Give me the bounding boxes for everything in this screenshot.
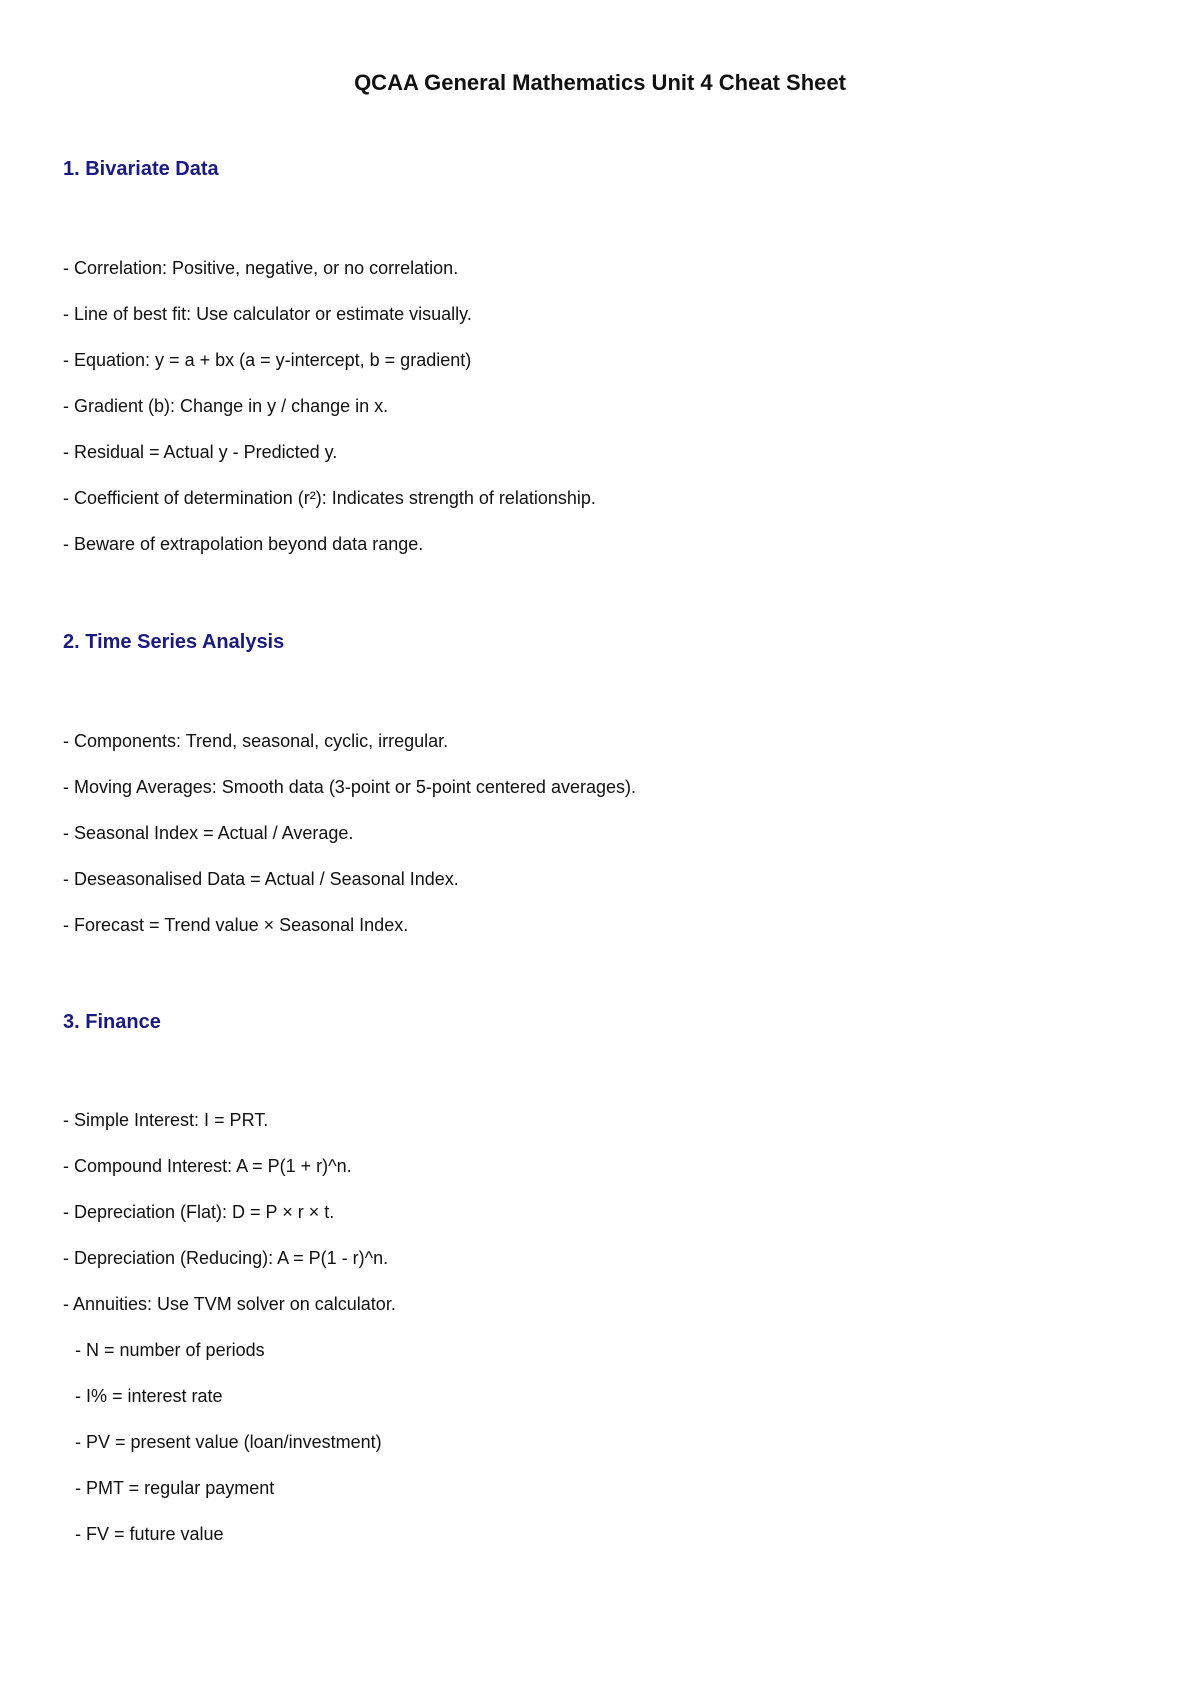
sub-list-item: - N = number of periods <box>75 1340 265 1360</box>
section-heading-finance: 3. Finance <box>63 1011 161 1033</box>
page-title: QCAA General Mathematics Unit 4 Cheat Sheet <box>354 70 846 95</box>
sub-list-item: - PV = present value (loan/investment) <box>75 1432 382 1452</box>
list-item: - Gradient (b): Change in y / change in x. <box>63 396 389 416</box>
list-item: - Forecast = Trend value × Seasonal Index. <box>63 915 409 935</box>
list-item: - Correlation: Positive, negative, or no correlation. <box>63 258 459 278</box>
list-item: - Depreciation (Flat): D = P × r × t. <box>63 1202 335 1222</box>
list-item: - Annuities: Use TVM solver on calculator. <box>63 1294 396 1314</box>
sub-list-item: - FV = future value <box>75 1524 224 1544</box>
list-item: - Depreciation (Reducing): A = P(1 - r)^n. <box>63 1248 389 1268</box>
section-heading-time-series: 2. Time Series Analysis <box>63 631 285 653</box>
sub-list-item: - I% = interest rate <box>75 1386 223 1406</box>
list-item: - Compound Interest: A = P(1 + r)^n. <box>63 1156 352 1176</box>
list-item: - Coefficient of determination (r²): Indicates strength of relationship. <box>63 488 596 508</box>
list-item: - Line of best fit: Use calculator or estimate visually. <box>63 304 472 324</box>
list-item: - Equation: y = a + bx (a = y-intercept, b = gradient) <box>63 350 472 370</box>
list-item: - Deseasonalised Data = Actual / Seasonal Index. <box>63 869 459 889</box>
list-item: - Residual = Actual y - Predicted y. <box>63 442 338 462</box>
list-item: - Simple Interest: I = PRT. <box>63 1110 269 1130</box>
list-item: - Components: Trend, seasonal, cyclic, irregular. <box>63 731 449 751</box>
section-heading-bivariate: 1. Bivariate Data <box>63 158 219 180</box>
list-item: - Moving Averages: Smooth data (3-point or 5-point centered averages). <box>63 777 636 797</box>
sub-list-item: - PMT = regular payment <box>75 1478 275 1498</box>
list-item: - Beware of extrapolation beyond data range. <box>63 534 424 554</box>
list-item: - Seasonal Index = Actual / Average. <box>63 823 354 843</box>
